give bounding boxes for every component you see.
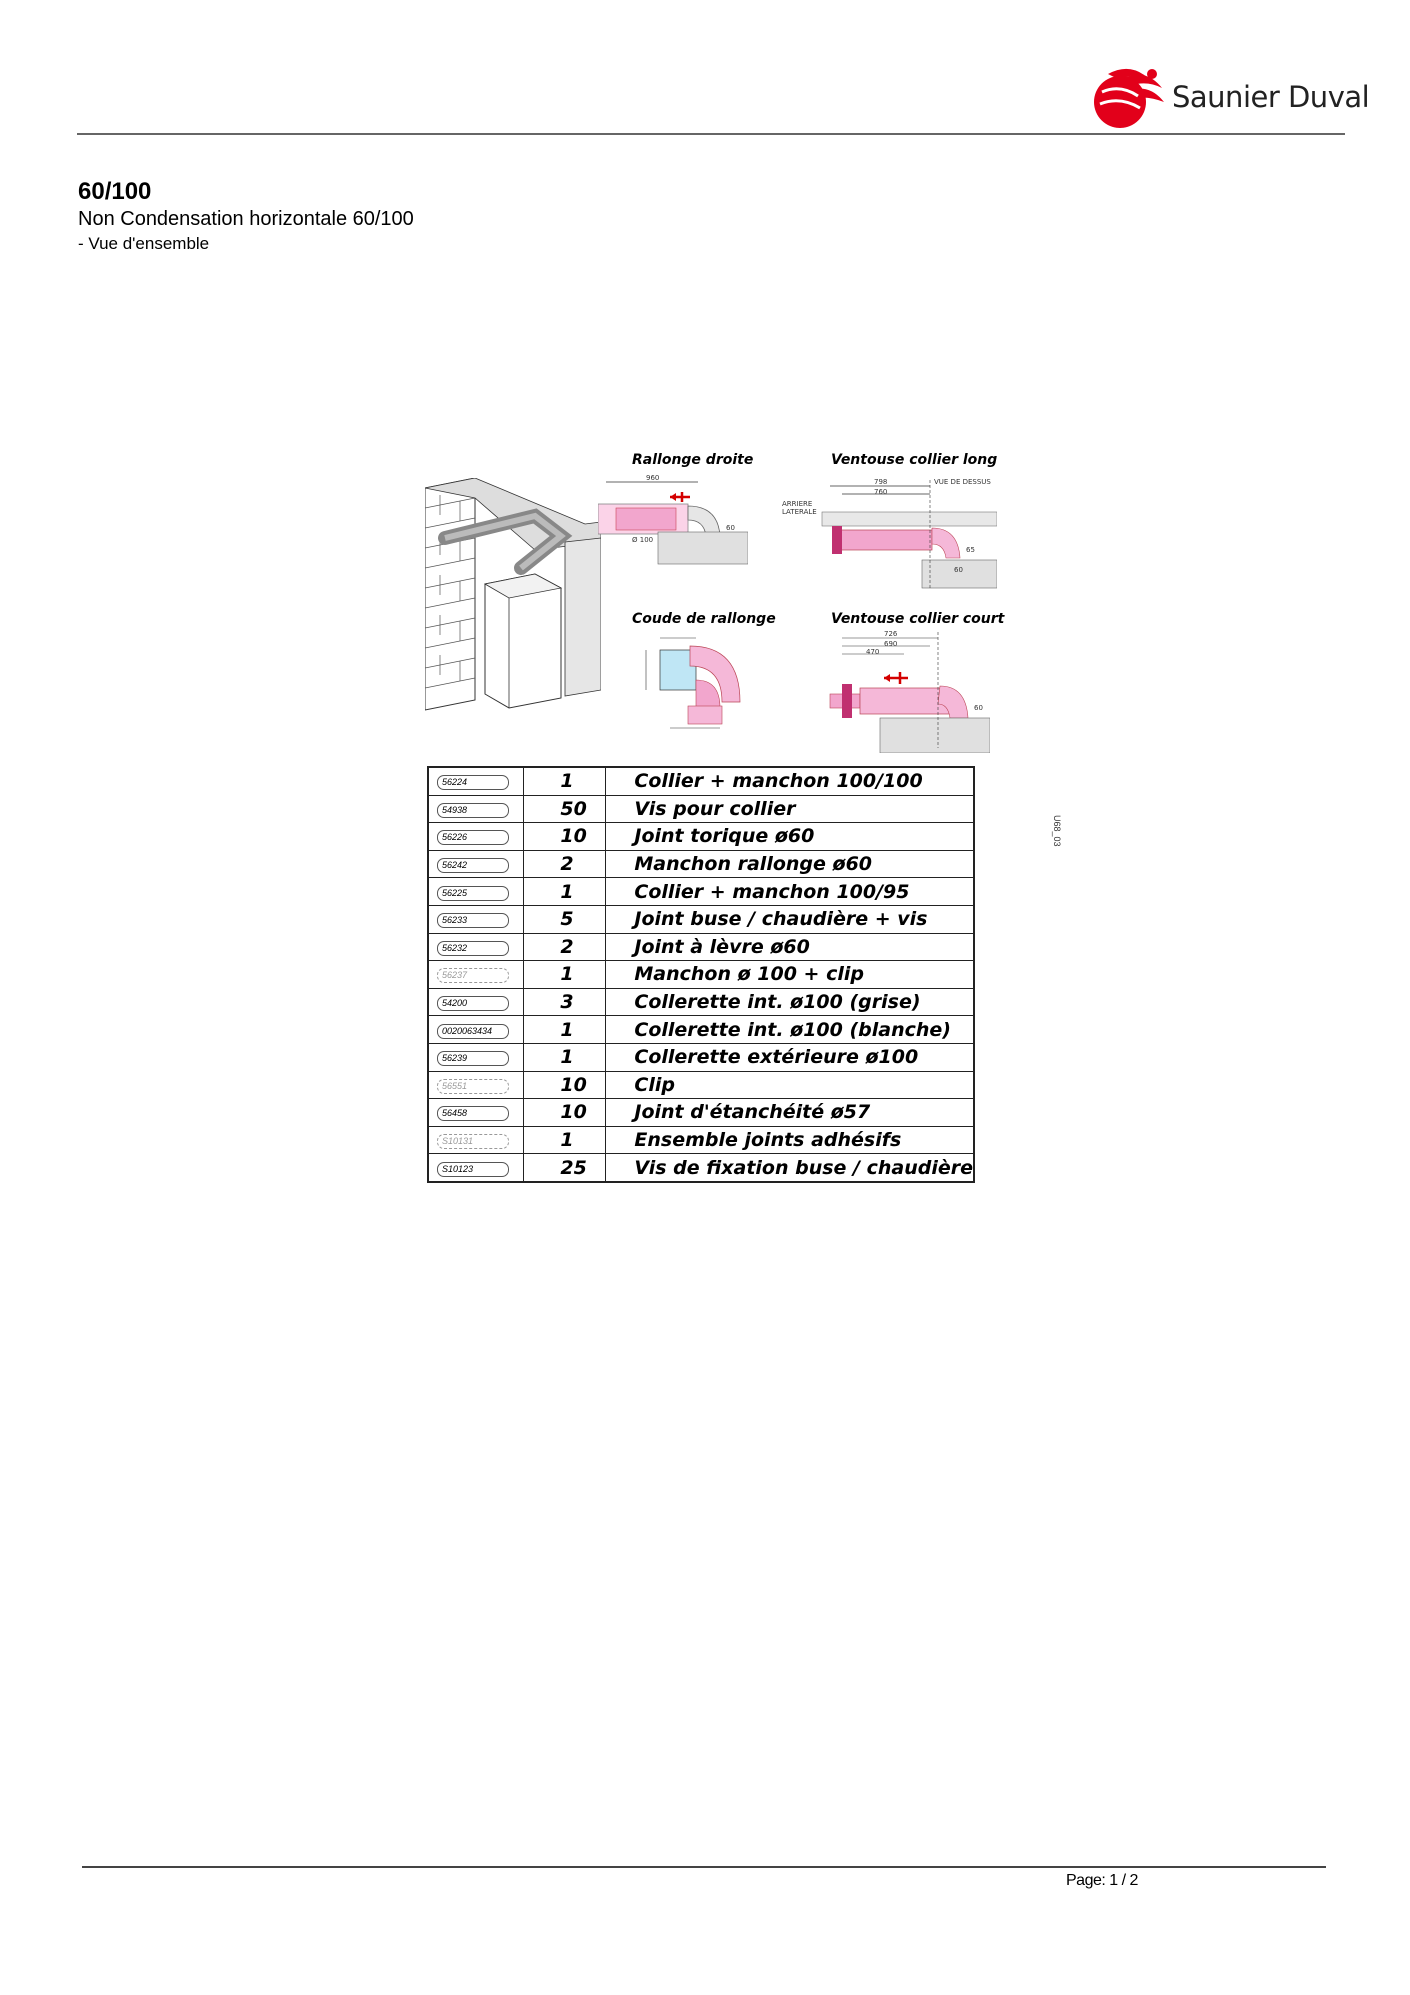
part-quantity: 1 [524, 1043, 606, 1071]
part-ref-cell [428, 988, 524, 1016]
part-description: Collier + manchon 100/95 [606, 878, 974, 906]
part-description: Collerette int. ø100 (grise) [606, 988, 974, 1016]
part-description: Vis pour collier [606, 795, 974, 823]
drawing-coude-de-rallonge [640, 632, 750, 732]
table-row [428, 905, 974, 933]
part-description: Joint à lèvre ø60 [606, 933, 974, 961]
part-ref-cell [428, 1071, 524, 1099]
table-row [428, 1071, 974, 1099]
caption-coude-de-rallonge: Coude de rallonge [632, 611, 776, 627]
part-ref-cell [428, 850, 524, 878]
parts-table [427, 766, 975, 1183]
part-ref: S10123 [437, 1162, 509, 1177]
part-quantity: 2 [524, 933, 606, 961]
part-ref: 54938 [437, 803, 509, 818]
table-row [428, 1043, 974, 1071]
part-description: Manchon rallonge ø60 [606, 850, 974, 878]
drawing-code: U68_03 [1052, 815, 1062, 847]
part-ref-cell [428, 1154, 524, 1182]
table-row [428, 988, 974, 1016]
brand-name: Saunier Duval [1172, 80, 1370, 114]
brand-flame-icon [1090, 62, 1170, 132]
part-quantity: 25 [524, 1154, 606, 1182]
part-description: Manchon ø 100 + clip [606, 961, 974, 989]
part-ref: 56458 [437, 1106, 509, 1121]
part-ref-cell [428, 905, 524, 933]
part-description: Joint d'étanchéité ø57 [606, 1099, 974, 1127]
table-row [428, 823, 974, 851]
part-ref-cell [428, 933, 524, 961]
part-ref: 56225 [437, 886, 509, 901]
brand-logo [1090, 62, 1370, 132]
part-quantity: 10 [524, 1099, 606, 1127]
part-ref: 56226 [437, 830, 509, 845]
part-ref-cell [428, 1043, 524, 1071]
part-quantity: 2 [524, 850, 606, 878]
part-ref: 56224 [437, 775, 509, 790]
table-row [428, 850, 974, 878]
part-quantity: 5 [524, 905, 606, 933]
part-description: Collerette int. ø100 (blanche) [606, 1016, 974, 1044]
part-ref: 56233 [437, 913, 509, 928]
part-description: Ensemble joints adhésifs [606, 1126, 974, 1154]
document-title: 60/100 [78, 178, 152, 205]
dim-60b: 60 [954, 566, 963, 574]
part-quantity: 3 [524, 988, 606, 1016]
dim-690: 690 [884, 640, 898, 648]
part-quantity: 50 [524, 795, 606, 823]
table-row [428, 933, 974, 961]
part-quantity: 10 [524, 823, 606, 851]
dim-65: 65 [966, 546, 975, 554]
table-row [428, 1154, 974, 1182]
part-ref-cell [428, 795, 524, 823]
part-ref: S10131 [437, 1134, 509, 1149]
part-ref: 56239 [437, 1051, 509, 1066]
part-ref-cell [428, 961, 524, 989]
caption-ventouse-collier-long: Ventouse collier long [831, 452, 998, 468]
drawing-ventouse-collier-court [820, 628, 990, 753]
part-ref-cell [428, 823, 524, 851]
document-subnote: - Vue d'ensemble [78, 234, 210, 253]
part-ref-cell [428, 767, 524, 795]
part-quantity: 1 [524, 1016, 606, 1044]
table-row [428, 878, 974, 906]
part-quantity: 1 [524, 961, 606, 989]
dim-diameter: Ø 100 [632, 536, 654, 544]
table-row [428, 1126, 974, 1154]
part-ref: 54200 [437, 996, 509, 1011]
part-ref: 0020063434 [437, 1024, 509, 1039]
dim-760: 760 [874, 488, 888, 496]
page-number: Page: 1 / 2 [1066, 1872, 1138, 1889]
part-description: Joint buse / chaudière + vis [606, 905, 974, 933]
table-row [428, 1099, 974, 1127]
part-ref: 56242 [437, 858, 509, 873]
part-quantity: 1 [524, 878, 606, 906]
part-ref: 56232 [437, 941, 509, 956]
part-description: Collier + manchon 100/100 [606, 767, 974, 795]
part-description: Collerette extérieure ø100 [606, 1043, 974, 1071]
part-quantity: 10 [524, 1071, 606, 1099]
part-quantity: 1 [524, 1126, 606, 1154]
caption-rallonge-droite: Rallonge droite [632, 452, 754, 468]
table-row [428, 767, 974, 795]
installation-illustration [425, 478, 601, 718]
table-row [428, 961, 974, 989]
part-quantity: 1 [524, 767, 606, 795]
dim-726: 726 [884, 630, 898, 638]
document-subtitle: Non Condensation horizontale 60/100 [78, 208, 414, 230]
part-ref-cell [428, 878, 524, 906]
part-description: Vis de fixation buse / chaudière [606, 1154, 974, 1182]
table-row [428, 1016, 974, 1044]
part-ref-cell [428, 1016, 524, 1044]
part-ref-cell [428, 1126, 524, 1154]
label-laterale: LATERALE [782, 508, 817, 516]
caption-ventouse-collier-court: Ventouse collier court [831, 611, 1005, 627]
part-ref: 56237 [437, 968, 509, 983]
label-vue-de-dessus: VUE DE DESSUS [934, 478, 991, 486]
part-description: Clip [606, 1071, 974, 1099]
table-row [428, 795, 974, 823]
dim-470: 470 [866, 648, 880, 656]
drawing-ventouse-collier-long [782, 470, 997, 590]
dim-960: 960 [646, 474, 660, 482]
part-ref: 56551 [437, 1079, 509, 1094]
footer-divider [82, 1866, 1326, 1868]
dim-60: 60 [726, 524, 735, 532]
dim-60c: 60 [974, 704, 983, 712]
label-arriere: ARRIERE [782, 500, 813, 508]
drawing-rallonge-droite [598, 470, 748, 570]
part-description: Joint torique ø60 [606, 823, 974, 851]
dim-798: 798 [874, 478, 888, 486]
header-divider [77, 133, 1345, 135]
part-ref-cell [428, 1099, 524, 1127]
